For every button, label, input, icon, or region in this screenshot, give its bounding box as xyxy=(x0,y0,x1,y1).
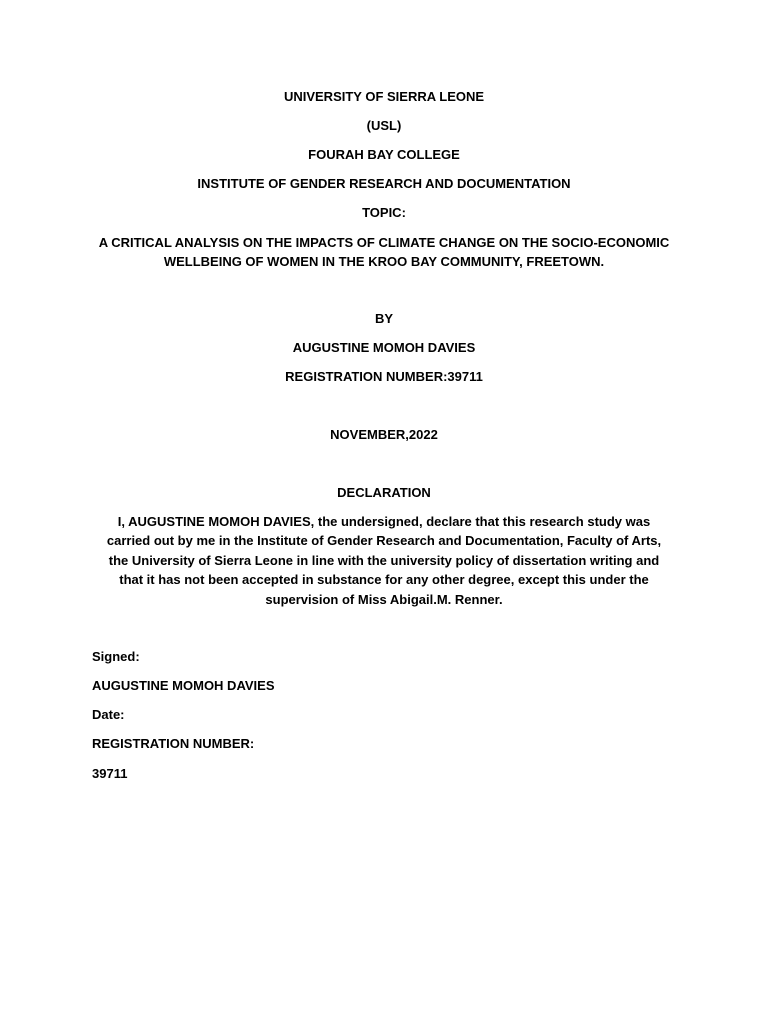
declaration-title: DECLARATION xyxy=(337,485,431,500)
university-name: UNIVERSITY OF SIERRA LEONE xyxy=(283,89,485,104)
signature-name: AUGUSTINE MOMOH DAVIES xyxy=(92,678,275,693)
declaration-line-2: carried out by me in the Institute of Gender Research and Documentation, Faculty of Arts, xyxy=(106,533,662,548)
college-name: FOURAH BAY COLLEGE xyxy=(308,147,460,162)
signed-label: Signed: xyxy=(92,649,140,664)
topic-title-line-2: WELLBEING OF WOMEN IN THE KROO BAY COMMUNITY, FREETOWN. xyxy=(163,254,605,269)
author-name: AUGUSTINE MOMOH DAVIES xyxy=(292,340,476,355)
institute-name: INSTITUTE OF GENDER RESEARCH AND DOCUMENTATION xyxy=(197,176,571,191)
university-abbreviation: (USL) xyxy=(366,118,402,133)
date-label: Date: xyxy=(92,707,125,722)
topic-label: TOPIC: xyxy=(362,205,406,220)
registration-number-value: 39711 xyxy=(92,766,128,781)
registration-number-label: REGISTRATION NUMBER: xyxy=(92,736,255,751)
declaration-line-5: supervision of Miss Abigail.M. Renner. xyxy=(265,592,503,607)
by-label: BY xyxy=(374,311,394,326)
author-registration: REGISTRATION NUMBER:39711 xyxy=(285,369,483,384)
topic-title-line-1: A CRITICAL ANALYSIS ON THE IMPACTS OF CLIMATE CHANGE ON THE SOCIO-ECONOMIC xyxy=(98,235,670,250)
submission-date: NOVEMBER,2022 xyxy=(330,427,438,442)
declaration-line-3: the University of Sierra Leone in line with the university policy of dissertation writing and xyxy=(108,553,660,568)
declaration-line-4: that it has not been accepted in substance for any other degree, except this under the xyxy=(119,572,649,587)
declaration-line-1: I, AUGUSTINE MOMOH DAVIES, the undersigned, declare that this research study was xyxy=(117,514,651,529)
